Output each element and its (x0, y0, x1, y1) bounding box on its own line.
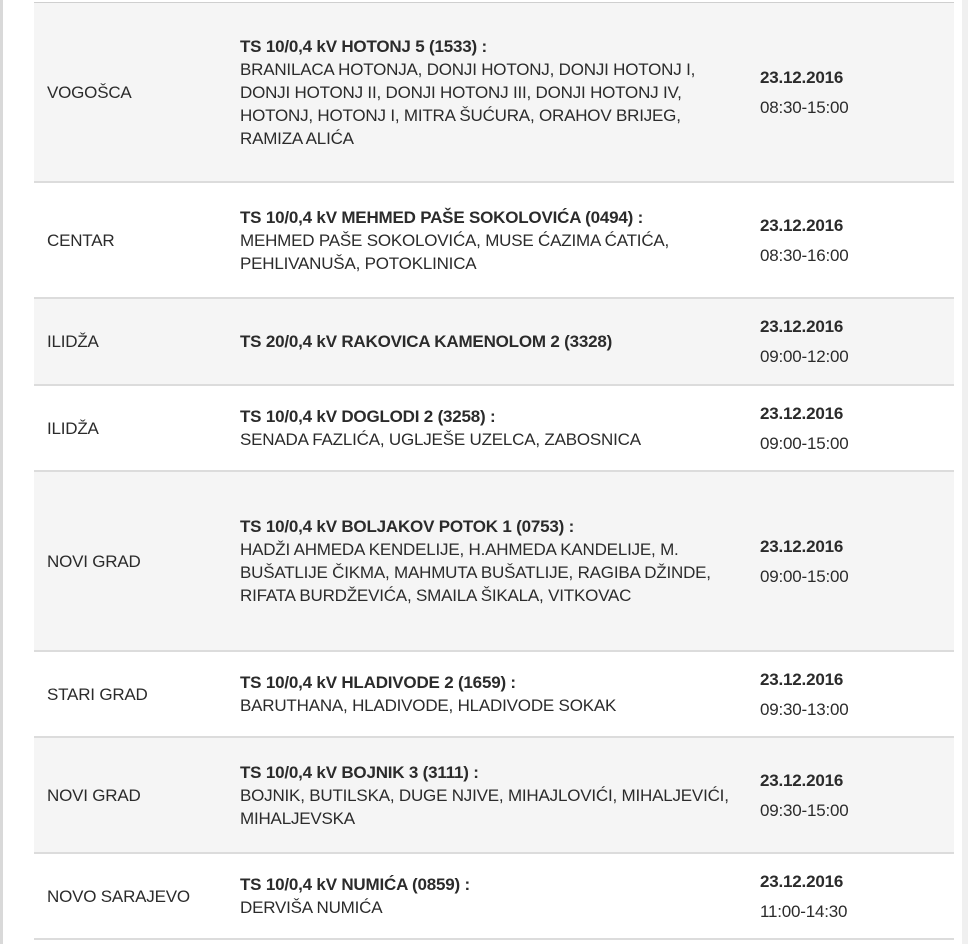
street-list: BARUTHANA, HLADIVODE, HLADIVODE SOKAK (240, 696, 617, 715)
street-list: DERVIŠA NUMIĆA (240, 898, 383, 917)
table-row (34, 183, 954, 299)
description-cell (240, 761, 746, 830)
outage-hours: 09:00-12:00 (760, 347, 849, 366)
substation-name: TS 10/0,4 kV BOJNIK 3 (3111) : (240, 762, 479, 782)
area-cell: NOVO SARAJEVO (47, 886, 190, 906)
street-list: BOJNIK, BUTILSKA, DUGE NJIVE, MIHAJLOVIĆI, MIHALJEVIĆI, MIHALJEVSKA (240, 785, 729, 828)
outage-date: 23.12.2016 (760, 536, 844, 556)
page-right-scroll-gutter (962, 0, 968, 944)
table-row (34, 386, 954, 472)
outage-hours: 09:00-15:00 (760, 566, 849, 586)
outage-date: 23.12.2016 (760, 770, 844, 790)
time-cell (746, 535, 946, 588)
street-list: BRANILACA HOTONJA, DONJI HOTONJ, DONJI HOTONJ I, DONJI HOTONJ II, DONJI HOTONJ III, DONJI HOTONJ IV, HOTONJ, HOTONJ I, MITRA ŠUĆURA, ORAHOV BRIJEG, RAMIZA ALIĆA (240, 59, 696, 148)
street-list: HADŽI AHMEDA KENDELIJE, H.AHMEDA KANDELIJE, M. BUŠATLIJE ČIKMA, MAHMUTA BUŠATLIJE, RAGIBA DŽINDE, RIFATA BURDŽEVIĆA, SMAILA ŠIKALA, VITKOVAC (240, 540, 711, 605)
area-cell: NOVI GRAD (47, 785, 141, 805)
description-cell (240, 515, 746, 607)
description-cell (240, 35, 746, 150)
street-list: MEHMED PAŠE SOKOLOVIĆA, MUSE ĆAZIMA ĆATIĆA, PEHLIVANUŠA, POTOKLINICA (240, 230, 670, 273)
area-cell: CENTAR (47, 230, 115, 250)
substation-name: TS 10/0,4 kV MEHMED PAŠE SOKOLOVIĆA (0494) : (240, 207, 644, 227)
outage-date: 23.12.2016 (760, 871, 844, 891)
outage-date: 23.12.2016 (760, 67, 844, 87)
substation-name: TS 10/0,4 kV HLADIVODE 2 (1659) : (240, 673, 516, 692)
time-cell (746, 214, 946, 267)
description-cell (240, 671, 746, 717)
time-cell (746, 668, 946, 721)
outage-hours: 09:00-15:00 (760, 433, 849, 453)
time-cell (746, 315, 946, 368)
table-row (34, 854, 954, 940)
table-row (34, 299, 954, 386)
outage-date: 23.12.2016 (760, 317, 844, 336)
area-cell: NOVI GRAD (47, 551, 141, 571)
outage-hours: 11:00-14:30 (760, 901, 848, 921)
substation-name: TS 20/0,4 kV RAKOVICA KAMENOLOM 2 (3328) (240, 332, 613, 351)
table-row (34, 472, 954, 652)
substation-name: TS 10/0,4 kV NUMIĆA (0859) : (240, 875, 470, 894)
area-cell: ILIDŽA (47, 332, 99, 351)
outage-table (34, 2, 954, 940)
table-row (34, 652, 954, 738)
outage-date: 23.12.2016 (760, 669, 844, 689)
area-cell: VOGOŠCA (47, 82, 132, 102)
outage-hours: 08:30-15:00 (760, 97, 849, 117)
page-left-border (0, 0, 3, 944)
substation-name: TS 10/0,4 kV HOTONJ 5 (1533) : (240, 36, 487, 56)
time-cell (746, 66, 946, 119)
description-cell (240, 330, 746, 353)
outage-date: 23.12.2016 (760, 403, 844, 423)
outage-hours: 09:30-15:00 (760, 800, 849, 820)
time-cell (746, 402, 946, 455)
outage-hours: 09:30-13:00 (760, 699, 849, 719)
table-row (34, 3, 954, 183)
time-cell (746, 870, 946, 923)
description-cell (240, 405, 746, 451)
description-cell (240, 206, 746, 275)
area-cell: STARI GRAD (47, 684, 148, 704)
outage-date: 23.12.2016 (760, 215, 844, 235)
street-list: SENADA FAZLIĆA, UGLJEŠE UZELCA, ZABOSNICA (240, 430, 641, 449)
outage-hours: 08:30-16:00 (760, 245, 849, 265)
substation-name: TS 10/0,4 kV BOLJAKOV POTOK 1 (0753) : (240, 517, 575, 536)
table-row (34, 738, 954, 854)
substation-name: TS 10/0,4 kV DOGLODI 2 (3258) : (240, 407, 496, 426)
area-cell: ILIDŽA (47, 418, 99, 438)
description-cell (240, 873, 746, 919)
time-cell (746, 769, 946, 822)
